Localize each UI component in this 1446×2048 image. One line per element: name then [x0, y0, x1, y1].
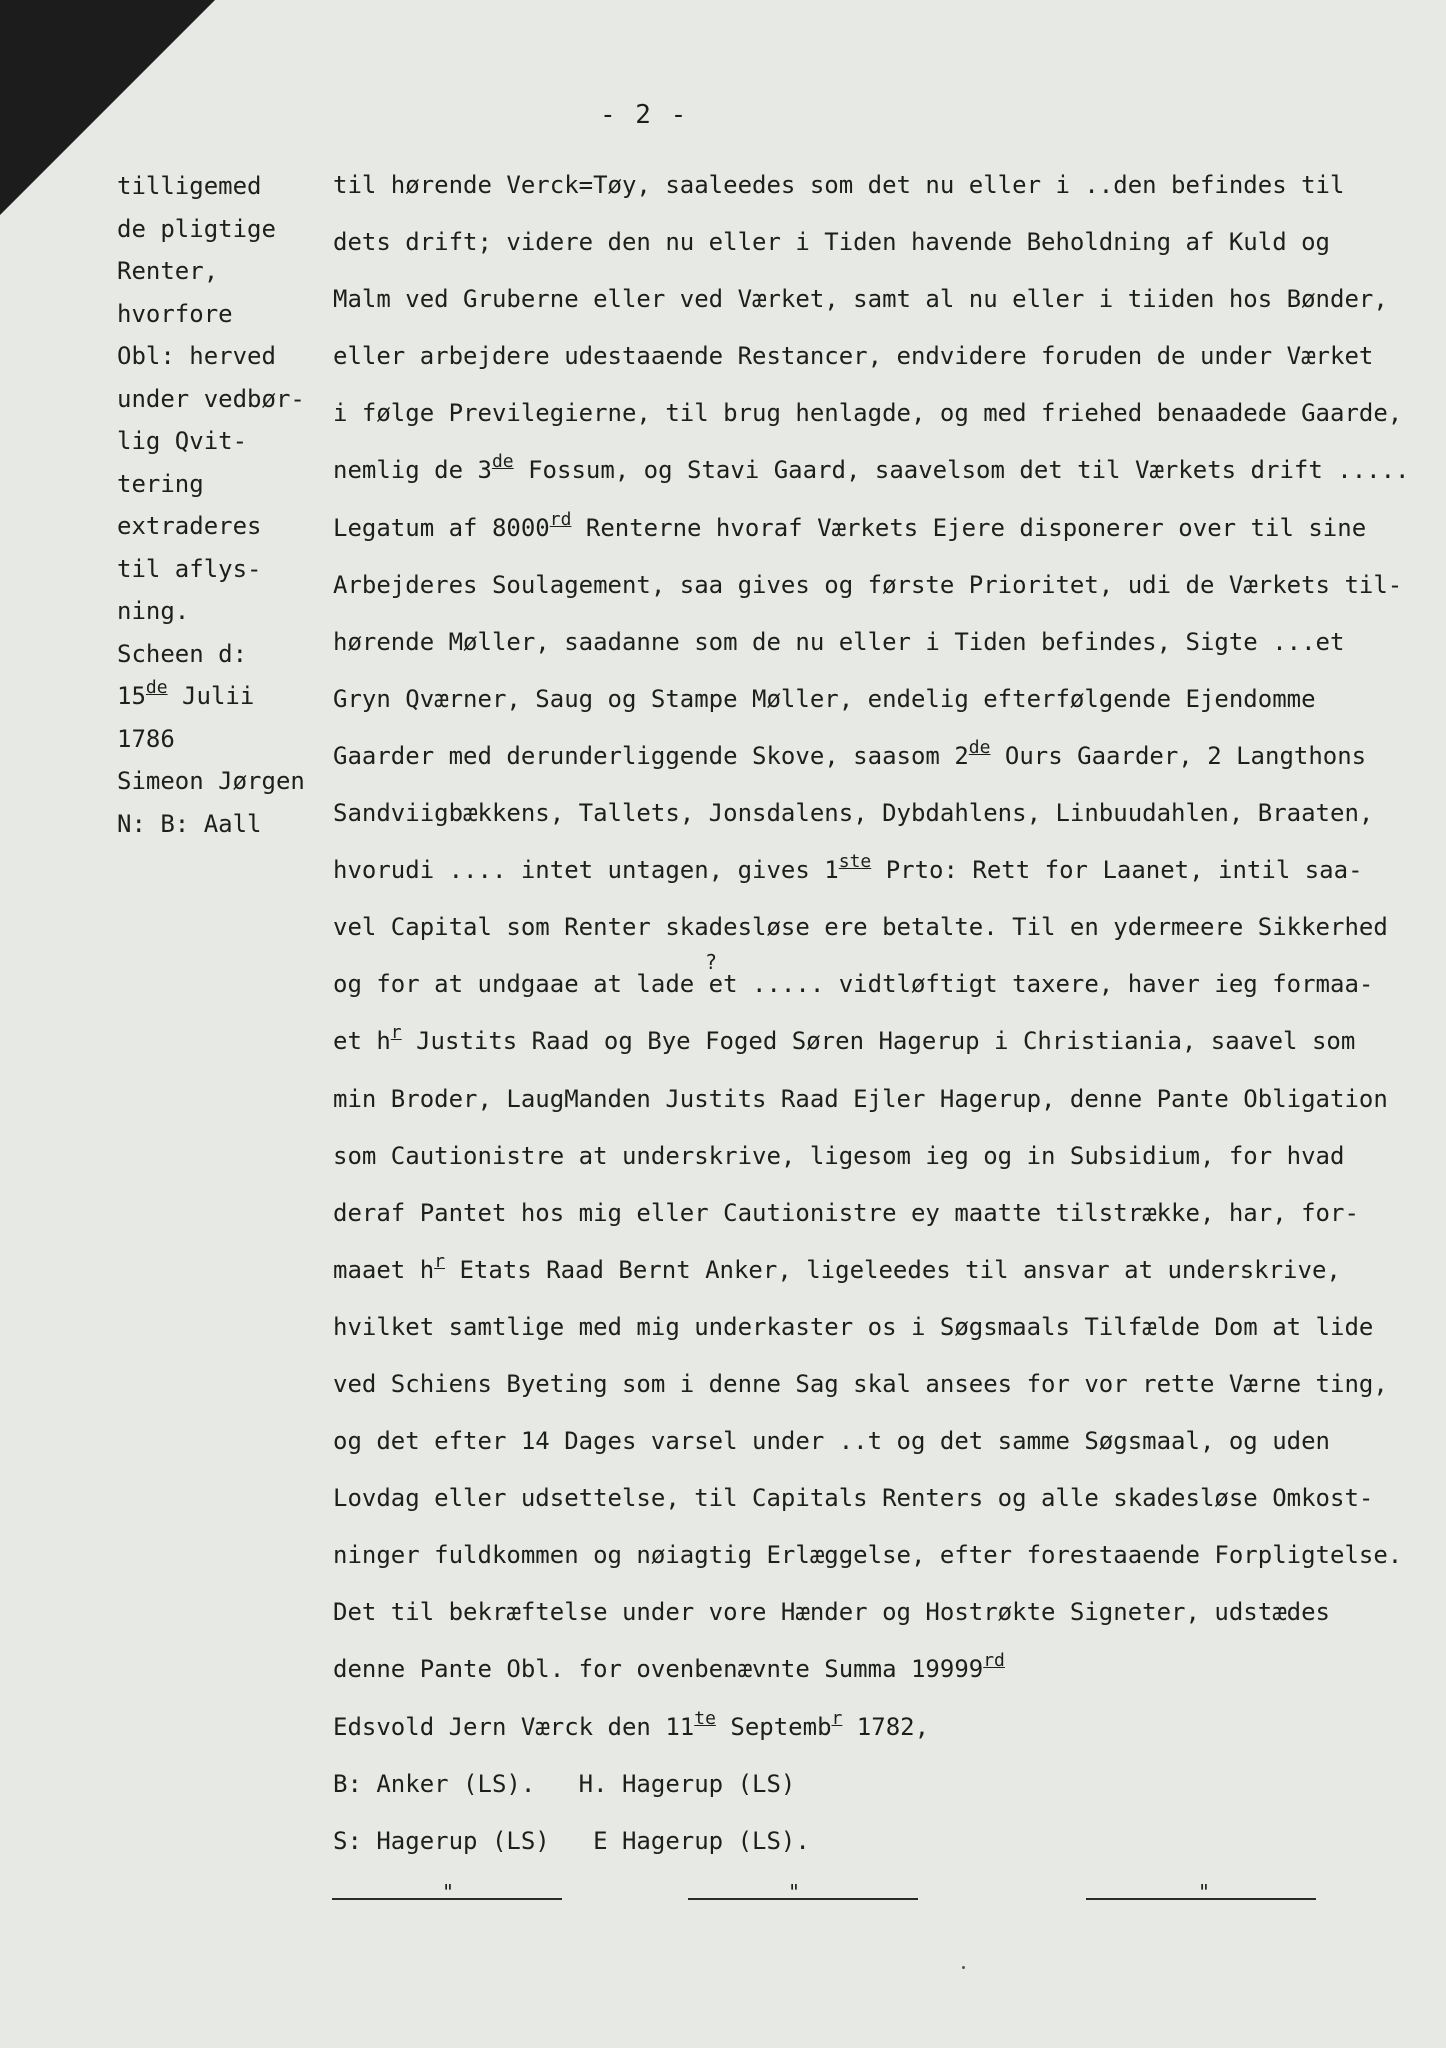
text-line: som Cautionistre at underskrive, ligesom ieg og in Subsidium, for hvad: [333, 1141, 1345, 1170]
date-line: [333, 1699, 1393, 1756]
text-line: dets drift; videre den nu eller i Tiden havende Beholdning af Kuld og: [333, 228, 1330, 257]
text-segment: nemlig de 3: [333, 456, 492, 485]
margin-line: ning.: [117, 597, 190, 625]
text-segment: Etats Raad Bernt Anker, ligeleedes til ansvar at underskrive,: [445, 1255, 1341, 1284]
margin-note: [117, 165, 317, 845]
margin-line: tering: [117, 469, 204, 498]
text-line: [333, 442, 1410, 499]
margin-line: til aflys-: [117, 554, 262, 583]
text-line: [333, 500, 1393, 557]
text-segment: Gaarder med derunderliggende Skove, saasom 2: [333, 741, 969, 770]
text-line: hvilket samtlige med mig underkaster os i Søgsmaals Tilfælde Dom at lide: [333, 1312, 1374, 1341]
text-line: deraf Pantet hos mig eller Cautionistre ey maatte tilstrække, har, for-: [333, 1198, 1359, 1227]
margin-line: Obl: herved: [117, 342, 276, 370]
text-segment: Prto: Rett for Laanet, intil saa-: [871, 856, 1363, 885]
paper-speck: [962, 1966, 965, 1969]
text-line: ninger fuldkommen og nøiagtig Erlæggelse, efter forestaaende Forpligtelse.: [333, 1541, 1403, 1570]
text-line: [333, 1242, 1393, 1299]
superscript: de: [491, 451, 514, 473]
margin-line: under vedbør-: [117, 384, 305, 413]
text-segment: Fossum, og Stavi Gaard, saavelsom det til Værkets drift .....: [513, 456, 1410, 485]
margin-day-suffix: de: [145, 677, 168, 698]
text-line: [333, 1013, 1393, 1070]
divider-mark: ": [788, 1880, 801, 1904]
text-segment: denne Pante Obl. for ovenbenævnte Summa 19999: [333, 1655, 984, 1684]
text-line: Lovdag eller udsettelse, til Capitals Renters og alle skadesløse Omkost-: [333, 1484, 1374, 1513]
margin-line: Renter,: [117, 257, 219, 285]
margin-line: N: B: Aall: [117, 809, 262, 838]
margin-line-date: [117, 675, 317, 718]
text-line: Malm ved Gruberne eller ved Værket, samt al nu eller i tiiden hos Bønder,: [333, 285, 1388, 314]
text-line: vel Capital som Renter skadesløse ere betalte. Til en ydermeere Sikkerhed: [333, 913, 1388, 942]
text-segment: Edsvold Jern Værck den 11: [333, 1712, 695, 1741]
margin-line: 1786: [117, 724, 175, 753]
divider-mark: ": [442, 1880, 455, 1904]
text-segment: et h: [333, 1027, 391, 1056]
superscript: de: [968, 736, 991, 758]
text-segment: Renterne hvoraf Værkets Ejere disponerer over til sine: [571, 513, 1367, 542]
margin-line: extraderes: [117, 512, 262, 540]
divider-rule: [688, 1898, 918, 1900]
text-segment: Ours Gaarder, 2 Langthons: [990, 741, 1367, 770]
margin-day: 15: [117, 682, 146, 710]
signature-line: B: Anker (LS). H. Hagerup (LS): [333, 1769, 796, 1798]
text-line: til hørende Verck=Tøy, saaleedes som det nu eller i ..den befindes til: [333, 171, 1345, 199]
text-line: [333, 842, 1393, 899]
text-line: [333, 950, 1393, 1013]
text-line: Det til bekræftelse under vore Hænder og Hostrøkte Signeter, udstædes: [333, 1598, 1330, 1627]
margin-line: tilligemed: [117, 172, 262, 200]
text-line: Sandviigbækkens, Tallets, Jonsdalens, Dybdahlens, Linbuudahlen, Braaten,: [333, 799, 1374, 828]
margin-line: Simeon Jørgen: [117, 767, 305, 795]
margin-line: Scheen d:: [117, 639, 248, 668]
text-line: Arbejderes Soulagement, saa gives og første Prioritet, udi de Værkets til-: [333, 570, 1403, 599]
text-segment: og for at undgaae at lade et ..... vidtløftigt taxere, haver ieg formaa-: [333, 970, 1374, 999]
text-line: Gryn Qværner, Saug og Stampe Møller, endelig efterfølgende Ejendomme: [333, 684, 1316, 713]
margin-line: lig Qvit-: [117, 427, 248, 455]
text-segment: Legatum af 8000: [333, 513, 550, 542]
text-line: og det efter 14 Dages varsel under ..t og det samme Søgsmaal, og uden: [333, 1427, 1330, 1456]
superscript: rd: [549, 508, 572, 530]
text-segment: hvorudi .... intet untagen, gives 1: [333, 856, 839, 885]
main-text: [333, 157, 1410, 1870]
superscript: r: [831, 1707, 843, 1729]
margin-month: Julii: [167, 682, 255, 710]
superscript: ste: [838, 851, 872, 873]
margin-line: de pligtige: [117, 214, 276, 243]
text-line: [333, 728, 1393, 785]
superscript: r: [390, 1022, 402, 1044]
text-segment: Justits Raad og Bye Foged Søren Hagerup i Christiania, saavel som: [401, 1027, 1356, 1056]
text-segment: maaet h: [333, 1255, 435, 1284]
page-number: - 2 -: [600, 100, 689, 130]
text-line: i følge Previlegierne, til brug henlagde, og med friehed benaadede Gaarde,: [333, 399, 1403, 428]
divider-mark: ": [1198, 1880, 1211, 1904]
superscript: rd: [983, 1650, 1005, 1672]
text-line: [333, 1641, 1393, 1698]
signature-line: S: Hagerup (LS) E Hagerup (LS).: [333, 1826, 810, 1855]
query-mark: ?: [705, 950, 718, 975]
margin-line: hvorfore: [117, 299, 233, 328]
text-line: min Broder, LaugManden Justits Raad Ejler Hagerup, denne Pante Obligation: [333, 1084, 1388, 1113]
superscript: te: [694, 1707, 716, 1729]
text-line: ved Schiens Byeting som i denne Sag skal ansees for vor rette Værne ting,: [333, 1369, 1388, 1398]
text-line: hørende Møller, saadanne som de nu eller i Tiden befindes, Sigte ...et: [333, 627, 1345, 656]
text-segment: 1782,: [842, 1712, 930, 1741]
text-line: eller arbejdere udestaaende Restancer, endvidere foruden de under Værket: [333, 342, 1374, 371]
text-segment: Septemb: [715, 1712, 832, 1741]
superscript: r: [434, 1250, 445, 1272]
